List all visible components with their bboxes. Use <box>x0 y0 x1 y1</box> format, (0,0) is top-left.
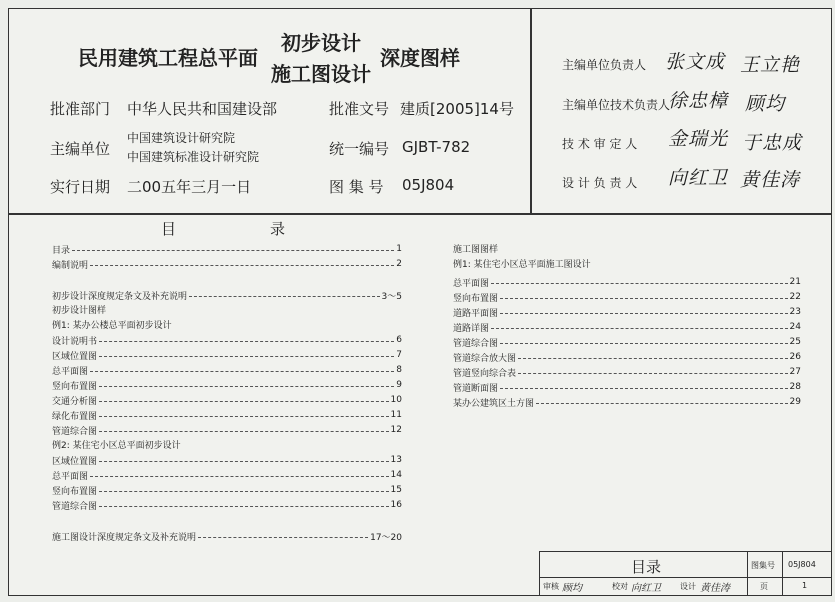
toc-entry-label: 区域位置图 <box>52 456 98 467</box>
toc-entry-label: 总平面图 <box>52 366 89 377</box>
toc-entry-page: 8 <box>396 365 402 375</box>
toc-entry-label: 管道断面图 <box>453 383 499 394</box>
toc-entry-label: 某办公建筑区土方图 <box>453 398 535 409</box>
toc-entry-page: 7 <box>396 350 402 360</box>
atlas-no-label: 图 集 号 <box>329 178 384 196</box>
leader-line <box>491 328 788 329</box>
unified-no-label: 统一编号 <box>329 140 390 158</box>
toc-entry-label: 绿化布置图 <box>52 411 98 422</box>
toc-entry-page: 14 <box>390 470 402 480</box>
toc-entry[interactable] <box>52 423 402 437</box>
page-label: 页 <box>760 582 768 591</box>
toc-section-heading: 施工图图样 <box>453 245 499 255</box>
effective-date-value: 二00五年三月一日 <box>127 178 252 196</box>
effective-date-label: 实行日期 <box>50 178 111 196</box>
leader-line <box>491 283 788 284</box>
toc-subsection-heading: 例2: 某住宅小区总平面初步设计 <box>52 441 181 451</box>
toc-entry-label: 管道综合图 <box>453 338 499 349</box>
approve-doc-value: 建质[2005]14号 <box>400 100 514 118</box>
editor-value-1: 中国建筑设计研究院 <box>127 131 236 145</box>
leader-line <box>99 416 389 417</box>
toc-title-right: 录 <box>270 220 286 238</box>
check-signature: 向红卫 <box>631 583 661 594</box>
toc-entry-label: 道路详图 <box>453 323 490 334</box>
leader-line <box>99 431 389 432</box>
toc-entry-page: 16 <box>390 500 402 510</box>
title-block-atlas-label: 图集号 <box>751 561 775 570</box>
leader-line <box>518 358 788 359</box>
toc-entry-label: 区域位置图 <box>52 351 98 362</box>
signature-3b: 于忠成 <box>742 132 803 154</box>
toc-entry[interactable] <box>453 395 801 409</box>
resp-role-2: 主编单位技术负责人 <box>562 98 671 112</box>
toc-subsection-heading: 例1: 某办公楼总平面初步设计 <box>52 321 172 331</box>
signature-1a: 张文成 <box>665 51 726 73</box>
check-label: 校对 <box>612 582 628 591</box>
leader-line <box>198 537 368 538</box>
leader-line <box>99 356 394 357</box>
toc-entry[interactable] <box>52 288 402 302</box>
toc-entry[interactable] <box>52 333 402 347</box>
resp-role-4: 设 计 负 责 人 <box>562 176 638 190</box>
leader-line <box>500 313 788 314</box>
toc-entry-label: 管道综合图 <box>52 426 98 437</box>
toc-entry[interactable] <box>52 393 402 407</box>
leader-line <box>72 250 394 251</box>
toc-entry-page: 21 <box>789 277 801 287</box>
toc-entry-page: 28 <box>789 382 801 392</box>
resp-role-3: 技 术 审 定 人 <box>562 137 638 151</box>
toc-entry-page: 25 <box>789 337 801 347</box>
toc-entry-page: 13 <box>390 455 402 465</box>
toc-entry[interactable] <box>453 365 801 379</box>
toc-entry[interactable] <box>52 378 402 392</box>
toc-entry-label: 管道综合图 <box>52 501 98 512</box>
toc-entry[interactable] <box>52 348 402 362</box>
leader-line <box>189 296 380 297</box>
toc-entry-label: 总平面图 <box>52 471 89 482</box>
toc-entry-page: 6 <box>396 335 402 345</box>
leader-line <box>500 298 788 299</box>
toc-entry-label: 管道综合放大图 <box>453 353 517 364</box>
toc-entry-page: 9 <box>396 380 402 390</box>
toc-entry[interactable] <box>453 350 801 364</box>
toc-entry-label: 初步设计深度规定条文及补充说明 <box>52 291 188 302</box>
toc-entry[interactable] <box>52 408 402 422</box>
leader-line <box>99 461 389 462</box>
toc-entry-label: 总平面图 <box>453 278 490 289</box>
leader-line <box>536 403 788 404</box>
toc-entry[interactable] <box>453 335 801 349</box>
toc-entry-page: 12 <box>390 425 402 435</box>
header-divider-vertical <box>530 8 532 214</box>
toc-entry-label: 竖向布置图 <box>453 293 499 304</box>
approve-dept-label: 批准部门 <box>50 100 111 118</box>
toc-title-left: 目 <box>161 220 177 238</box>
leader-line <box>99 506 389 507</box>
toc-entry-label: 竖向布置图 <box>52 486 98 497</box>
toc-entry-label: 竖向布置图 <box>52 381 98 392</box>
title-main-right: 深度图样 <box>380 46 460 70</box>
leader-line <box>90 265 394 266</box>
leader-line <box>90 371 394 372</box>
toc-entry[interactable] <box>52 468 402 482</box>
leader-line <box>99 341 394 342</box>
toc-entry-page: 23 <box>789 307 801 317</box>
toc-entry[interactable] <box>453 305 801 319</box>
leader-line <box>518 373 788 374</box>
toc-entry-label: 管道竖向综合表 <box>453 368 517 379</box>
title-main-mid-line1: 初步设计 <box>281 31 361 55</box>
signature-2a: 徐忠樟 <box>668 90 729 112</box>
title-main-mid-line2: 施工图设计 <box>271 62 371 86</box>
toc-entry[interactable] <box>453 380 801 394</box>
leader-line <box>90 476 389 477</box>
toc-entry-page: 27 <box>789 367 801 377</box>
leader-line <box>99 386 394 387</box>
atlas-no-value: 05J804 <box>402 176 455 194</box>
toc-entry-page: 29 <box>789 397 801 407</box>
header-divider-horizontal <box>8 213 832 215</box>
toc-entry[interactable] <box>52 498 402 512</box>
toc-entry[interactable] <box>52 363 402 377</box>
leader-line <box>500 388 788 389</box>
toc-entry-label: 设计说明书 <box>52 336 98 347</box>
resp-role-1: 主编单位负责人 <box>562 58 647 72</box>
toc-entry-page: 15 <box>390 485 402 495</box>
toc-entry[interactable] <box>453 320 801 334</box>
approve-doc-label: 批准文号 <box>329 100 390 118</box>
review-label: 审核 <box>543 582 559 591</box>
page-value: 1 <box>802 581 808 590</box>
editor-label: 主编单位 <box>50 140 111 158</box>
signature-3a: 金瑞光 <box>668 128 729 150</box>
toc-entry[interactable] <box>453 275 801 289</box>
toc-entry-page: 17～20 <box>370 532 402 543</box>
leader-line <box>500 343 788 344</box>
title-block-divider <box>747 551 748 596</box>
toc-entry-page: 24 <box>789 322 801 332</box>
toc-section-heading: 初步设计图样 <box>52 306 107 316</box>
toc-entry-label: 目录 <box>52 245 71 256</box>
toc-entry-page: 1 <box>396 244 402 254</box>
toc-entry-label: 施工图设计深度规定条文及补充说明 <box>52 532 197 543</box>
toc-entry[interactable] <box>453 290 801 304</box>
approve-dept-value: 中华人民共和国建设部 <box>127 100 278 118</box>
signature-2b: 顾均 <box>745 93 786 115</box>
toc-entry[interactable] <box>52 257 402 271</box>
signature-4a: 向红卫 <box>668 167 729 189</box>
editor-value-2: 中国建筑标准设计研究院 <box>127 150 260 164</box>
toc-entry[interactable] <box>52 242 402 256</box>
toc-entry-page: 3～5 <box>381 291 402 302</box>
toc-entry-page: 11 <box>390 410 402 420</box>
unified-no-value: GJBT-782 <box>402 138 471 156</box>
review-signature: 顾均 <box>562 583 582 594</box>
toc-entry-label: 编制说明 <box>52 260 89 271</box>
signature-1b: 王立艳 <box>740 54 801 76</box>
toc-entry-label: 交通分析图 <box>52 396 98 407</box>
toc-entry-page: 22 <box>789 292 801 302</box>
toc-entry-page: 10 <box>390 395 402 405</box>
leader-line <box>99 401 389 402</box>
title-block-divider <box>782 551 783 596</box>
signature-4b: 黄佳涛 <box>740 169 801 191</box>
toc-entry[interactable] <box>52 483 402 497</box>
toc-entry-page: 26 <box>789 352 801 362</box>
title-block-row-divider <box>539 577 832 578</box>
title-main-left: 民用建筑工程总平面 <box>78 46 258 70</box>
toc-entry-label: 道路平面图 <box>453 308 499 319</box>
leader-line <box>99 491 389 492</box>
toc-entry[interactable] <box>52 529 402 543</box>
design-label: 设计 <box>680 582 696 591</box>
title-block-name: 目录 <box>631 558 662 576</box>
toc-subsection-heading: 例1: 某住宅小区总平面施工图设计 <box>453 260 591 270</box>
toc-entry[interactable] <box>52 453 402 467</box>
design-signature: 黄佳涛 <box>700 583 730 594</box>
title-block-atlas-value: 05J804 <box>788 560 816 569</box>
toc-entry-page: 2 <box>396 259 402 269</box>
